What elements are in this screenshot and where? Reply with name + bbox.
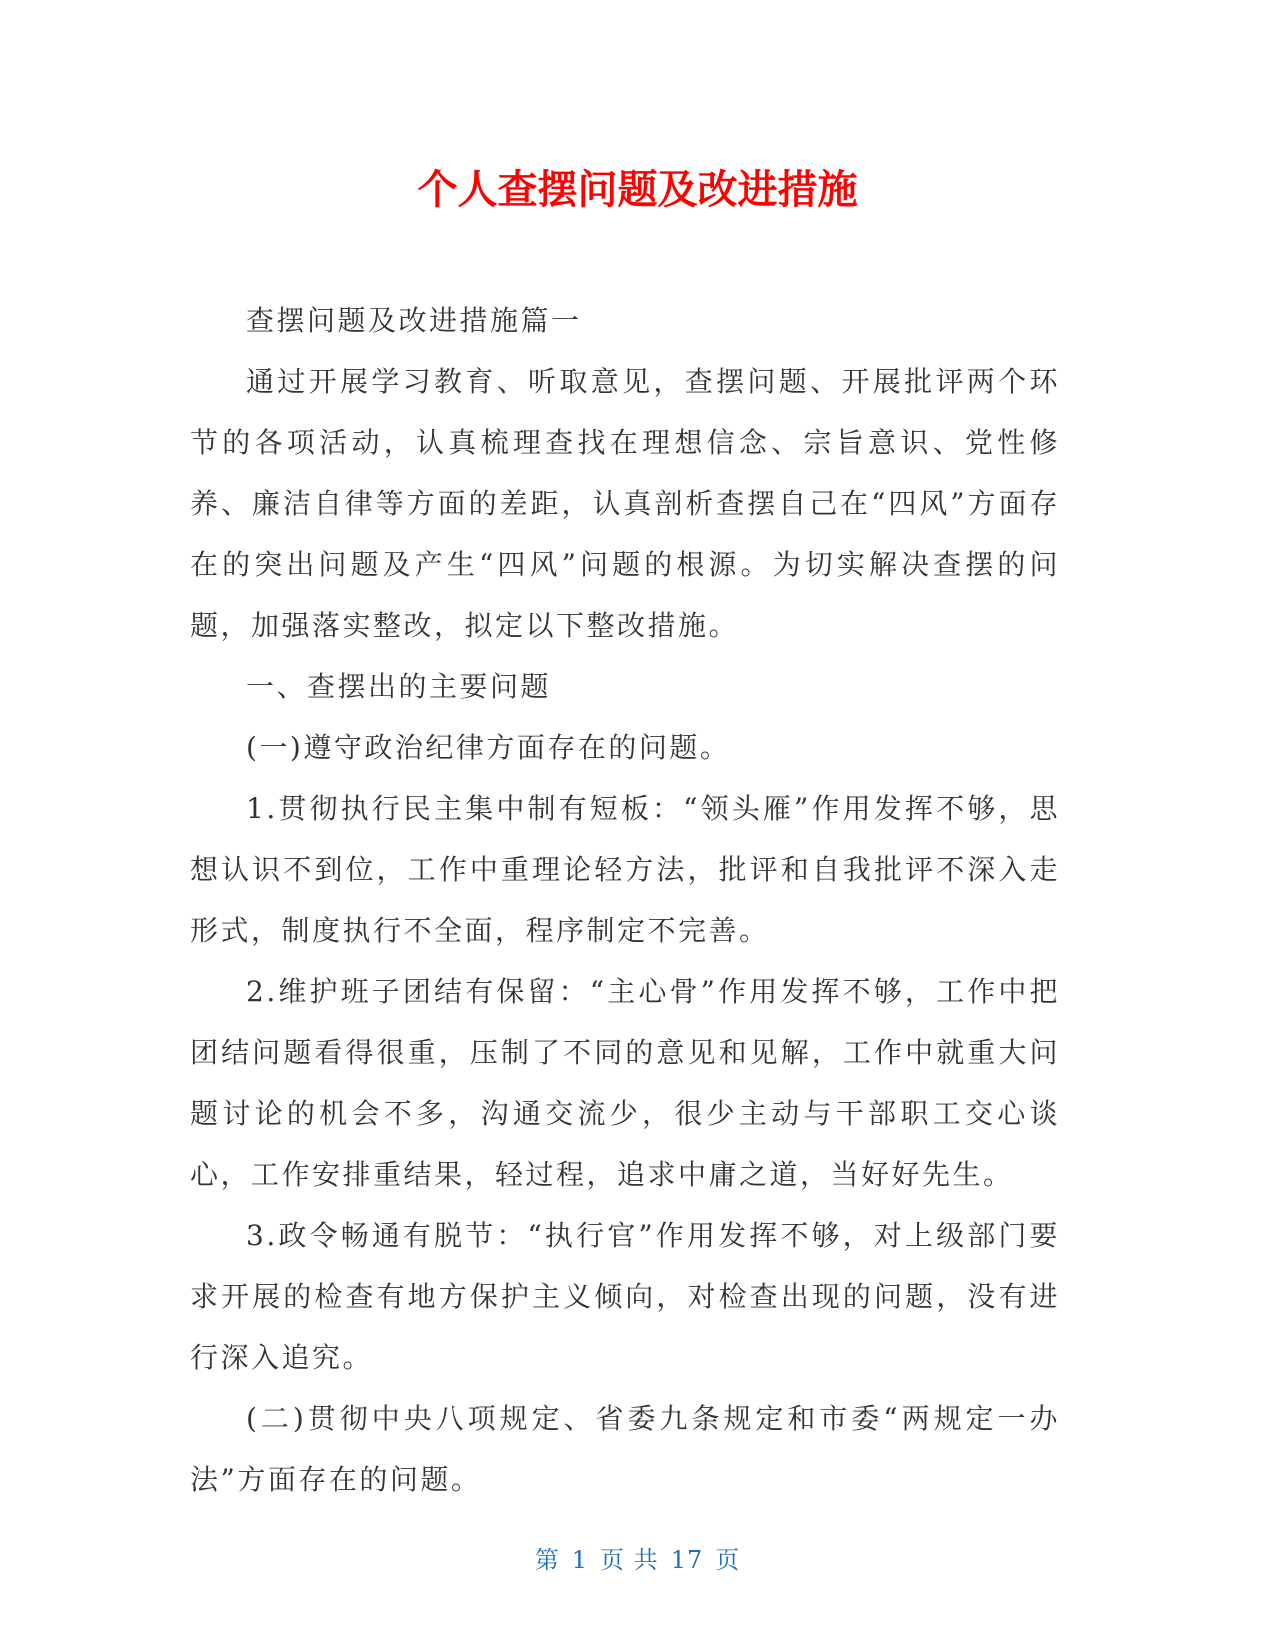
problem-heading: 一、查摆出的主要问题 bbox=[246, 670, 552, 703]
subsection-heading: (二)贯彻中央八项规定、省委九条规定和市委“两规定一办法”方面存在的问题。 bbox=[190, 1402, 1060, 1496]
page-footer bbox=[0, 1542, 1275, 1578]
footer-middle: 页 共 bbox=[600, 1546, 659, 1574]
document-title: 个人查摆问题及改进措施 bbox=[417, 167, 858, 213]
footer-suffix: 页 bbox=[715, 1546, 741, 1574]
section-heading: 查摆问题及改进措施篇一 bbox=[246, 304, 582, 337]
list-item: 3.政令畅通有脱节：“执行官”作用发挥不够，对上级部门要求开展的检查有地方保护主义倾向，对检查出现的问题，没有进行深入追究。 bbox=[190, 1219, 1060, 1374]
intro-paragraph: 通过开展学习教育、听取意见，查摆问题、开展批评两个环节的各项活动，认真梳理查找在理想信念、宗旨意识、党性修养、廉洁自律等方面的差距，认真剖析查摆自己在“四风”方面存在的突出问题及产生“四风”问题的根源。为切实解决查摆的问题，加强落实整改，拟定以下整改措施。 bbox=[190, 365, 1060, 642]
footer-prefix: 第 bbox=[534, 1546, 560, 1574]
list-item: 2.维护班子团结有保留：“主心骨”作用发挥不够，工作中把团结问题看得很重，压制了不同的意见和见解，工作中就重大问题讨论的机会不多，沟通交流少，很少主动与干部职工交心谈心，工作安排重结果，轻过程，追求中庸之道，当好好先生。 bbox=[190, 975, 1060, 1191]
footer-page-number: 1 bbox=[571, 1546, 589, 1574]
list-item: 1.贯彻执行民主集中制有短板：“领头雁”作用发挥不够，思想认识不到位，工作中重理论轻方法，批评和自我批评不深入走形式，制度执行不全面，程序制定不完善。 bbox=[190, 792, 1060, 947]
subsection-heading: (一)遵守政治纪律方面存在的问题。 bbox=[246, 731, 731, 764]
footer-total-pages: 17 bbox=[670, 1546, 704, 1574]
document-body bbox=[190, 290, 1060, 1510]
